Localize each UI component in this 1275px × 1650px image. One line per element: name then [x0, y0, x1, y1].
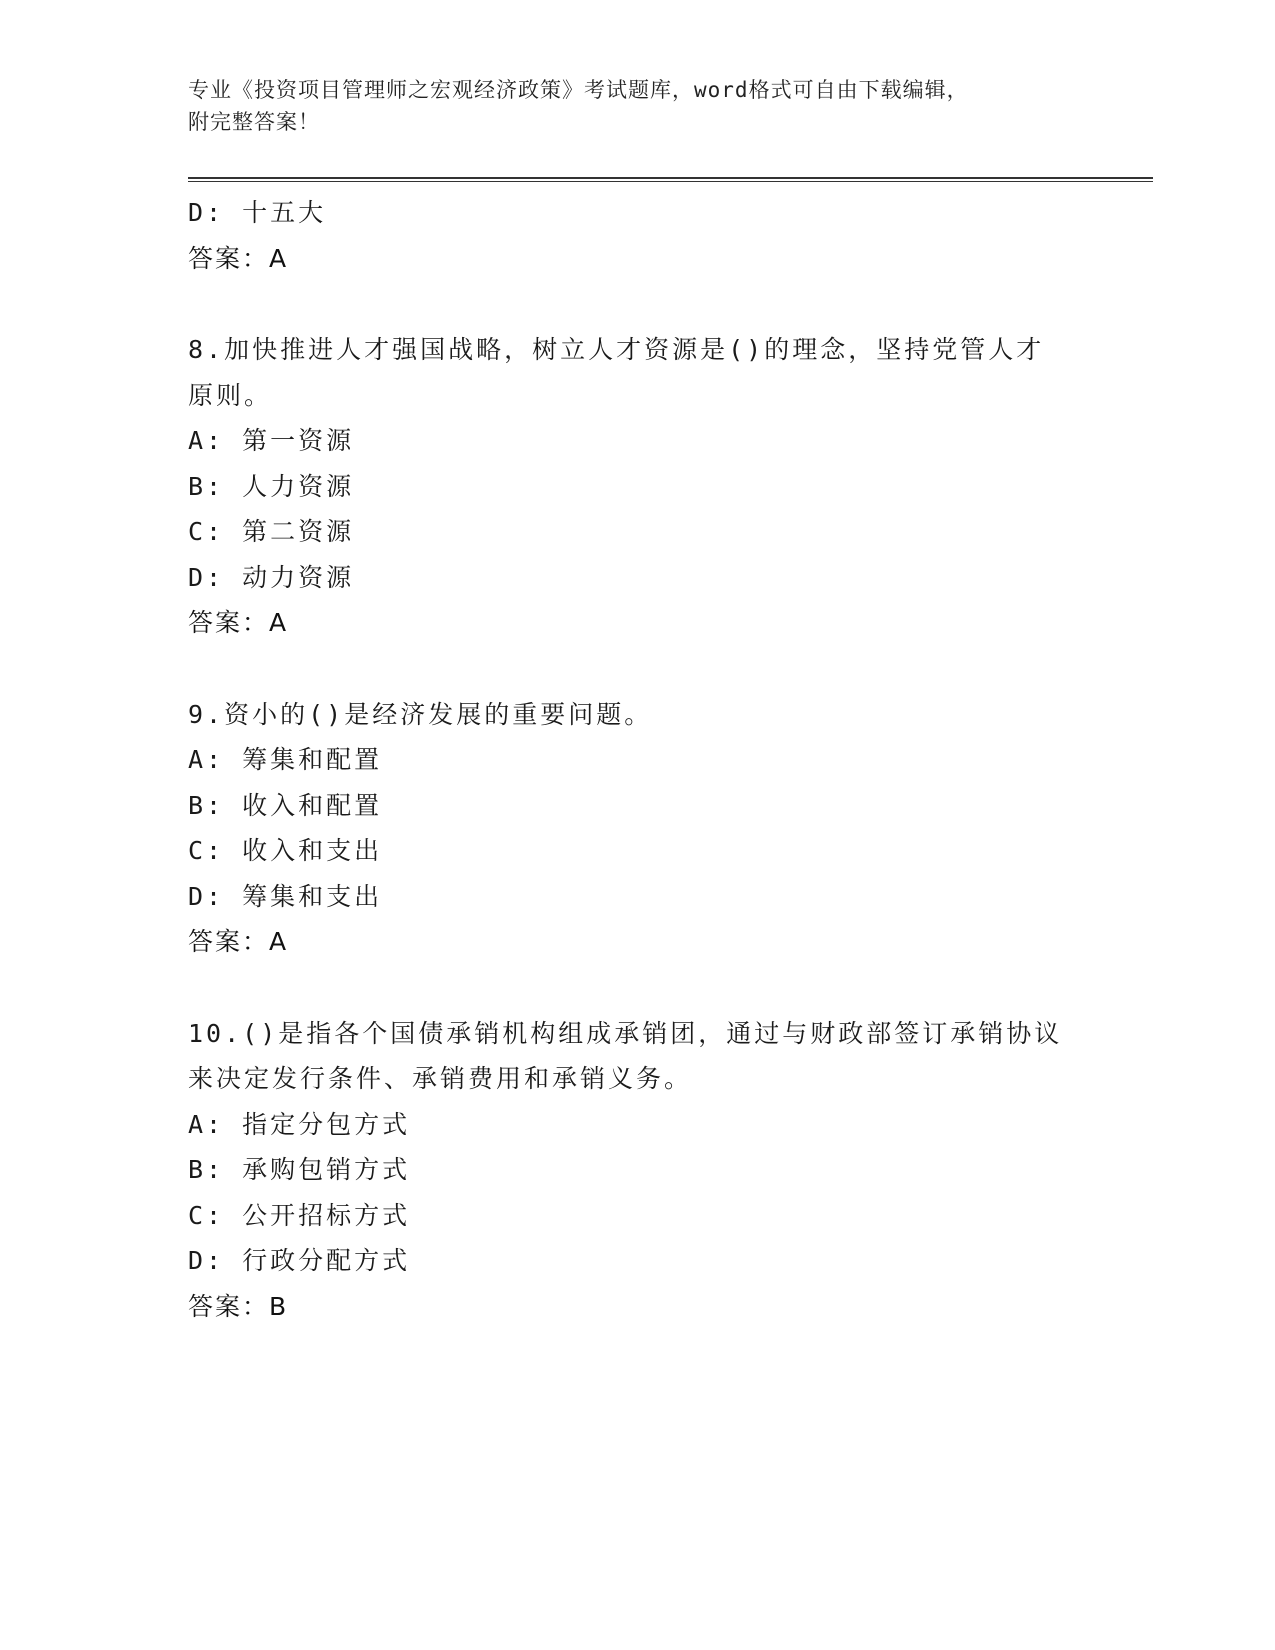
option-b: B: 承购包销方式: [188, 1155, 411, 1184]
question-stem-line-2: 原则。: [188, 380, 273, 410]
option-a: A: 筹集和配置: [188, 745, 383, 774]
previous-question-tail: [188, 190, 1108, 281]
question-stem-line-1: 8.加快推进人才强国战略，树立人才资源是()的理念，坚持党管人才: [188, 335, 1045, 364]
header-line-2: 附完整答案！: [188, 110, 320, 134]
question-stem-line-2: 来决定发行条件、承销费用和承销义务。: [188, 1064, 693, 1093]
answer-line: 答案：A: [188, 927, 289, 956]
option-c: C: 第二资源: [188, 517, 355, 546]
option-d: D: 动力资源: [188, 562, 355, 592]
option-c: C: 收入和支出: [188, 836, 383, 865]
option-b: B: 人力资源: [188, 471, 355, 501]
question-10: [188, 1011, 1108, 1330]
question-stem-line-1: 9.资小的()是经济发展的重要问题。: [188, 699, 653, 729]
answer-line: 答案：A: [188, 608, 289, 637]
question-9: [188, 692, 1108, 965]
option-b: B: 收入和配置: [188, 790, 383, 820]
option-d: D: 筹集和支出: [188, 881, 383, 911]
header-line-1: 专业《投资项目管理师之宏观经济政策》考试题库，word格式可自由下载编辑，: [188, 78, 969, 102]
question-content: [188, 190, 1108, 1329]
question-8: [188, 327, 1108, 646]
option-a: A: 指定分包方式: [188, 1109, 411, 1139]
option-d: D: 十五大: [188, 198, 327, 227]
option-c: C: 公开招标方式: [188, 1200, 411, 1230]
question-stem-line-1: 10.()是指各个国债承销机构组成承销团，通过与财政部签订承销协议: [188, 1018, 1063, 1048]
option-d: D: 行政分配方式: [188, 1246, 411, 1275]
option-a: A: 第一资源: [188, 426, 355, 455]
answer-line: 答案：A: [188, 243, 289, 273]
header-divider: [188, 177, 1153, 182]
page-header: [188, 74, 1088, 138]
answer-line: 答案：B: [188, 1291, 289, 1321]
